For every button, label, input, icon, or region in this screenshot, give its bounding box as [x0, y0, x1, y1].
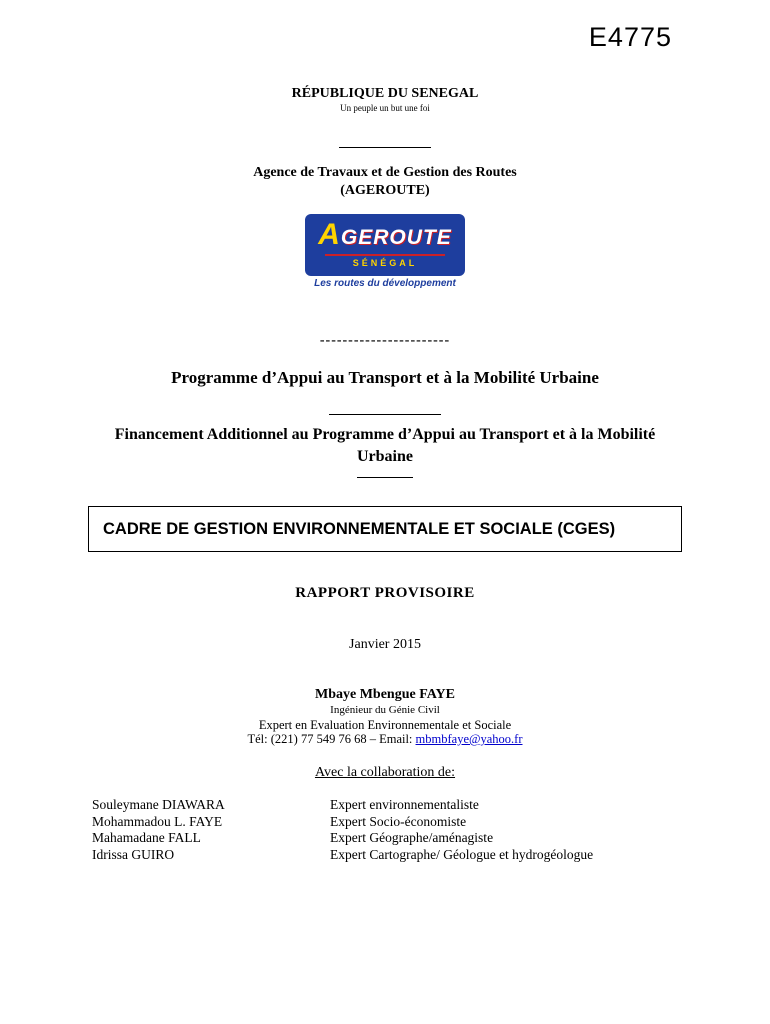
program-title: Programme d’Appui au Transport et à la Mobilité Urbaine	[171, 368, 599, 387]
collaborator-role: Expert Cartographe/ Géologue et hydrogéologue	[330, 846, 594, 862]
author-contact	[0, 732, 770, 747]
ageroute-logo	[305, 214, 465, 289]
author-role: Expert en Evaluation Environnementale et Sociale	[258, 718, 512, 732]
collaborator-role: Expert environnementaliste	[330, 797, 479, 812]
logo-tagline: Les routes du développement	[314, 278, 456, 289]
logo-letter-a: A	[318, 218, 340, 251]
national-motto: Un peuple un but une foi	[340, 103, 430, 113]
agency-name: Agence de Travaux et de Gestion des Routes	[253, 165, 517, 180]
logo-brand-rest: GEROUTE	[340, 226, 452, 249]
country-title: RÉPUBLIQUE DU SENEGAL	[291, 86, 479, 101]
collaborator-role: Expert Géographe/aménagiste	[330, 830, 494, 845]
separator-line	[329, 414, 441, 415]
collaborator-name: Idrissa GUIRO	[92, 846, 175, 862]
collaborator-name: Mahamadane FALL	[92, 830, 201, 845]
collaboration-heading: Avec la collaboration de:	[314, 765, 456, 780]
agency-title	[0, 164, 770, 200]
report-status: RAPPORT PROVISOIRE	[295, 585, 475, 601]
collaborators-list	[92, 798, 652, 861]
agency-acronym: (AGEROUTE)	[340, 183, 430, 198]
contact-prefix: Tél: (221) 77 549 76 68 – Email:	[247, 732, 416, 746]
dashed-divider: -----------------------	[319, 333, 451, 348]
collaborator-name: Souleymane DIAWARA	[92, 797, 225, 812]
logo-brand-text	[311, 218, 459, 253]
financement-title: Financement Additionnel au Programme d’Appui au Transport et à la Mobilité Urbaine	[114, 426, 656, 465]
collaborator-name: Mohammadou L. FAYE	[92, 813, 223, 829]
author-name: Mbaye Mbengue FAYE	[315, 687, 455, 702]
logo-underline	[325, 254, 445, 256]
separator-line	[339, 147, 431, 148]
author-email-link[interactable]: mbmbfaye@yahoo.fr	[415, 732, 523, 746]
collaborator-role: Expert Socio-économiste	[330, 813, 467, 829]
logo-subtitle: SÉNÉGAL	[352, 258, 418, 268]
cges-title: CADRE DE GESTION ENVIRONNEMENTALE ET SOCIALE (CGES)	[103, 519, 616, 538]
cges-title-box	[88, 506, 682, 552]
separator-line	[357, 477, 413, 478]
report-date: Janvier 2015	[349, 637, 421, 652]
document-code: E4775	[588, 22, 672, 52]
author-title: Ingénieur du Génie Civil	[330, 704, 440, 716]
logo-background	[305, 214, 465, 276]
